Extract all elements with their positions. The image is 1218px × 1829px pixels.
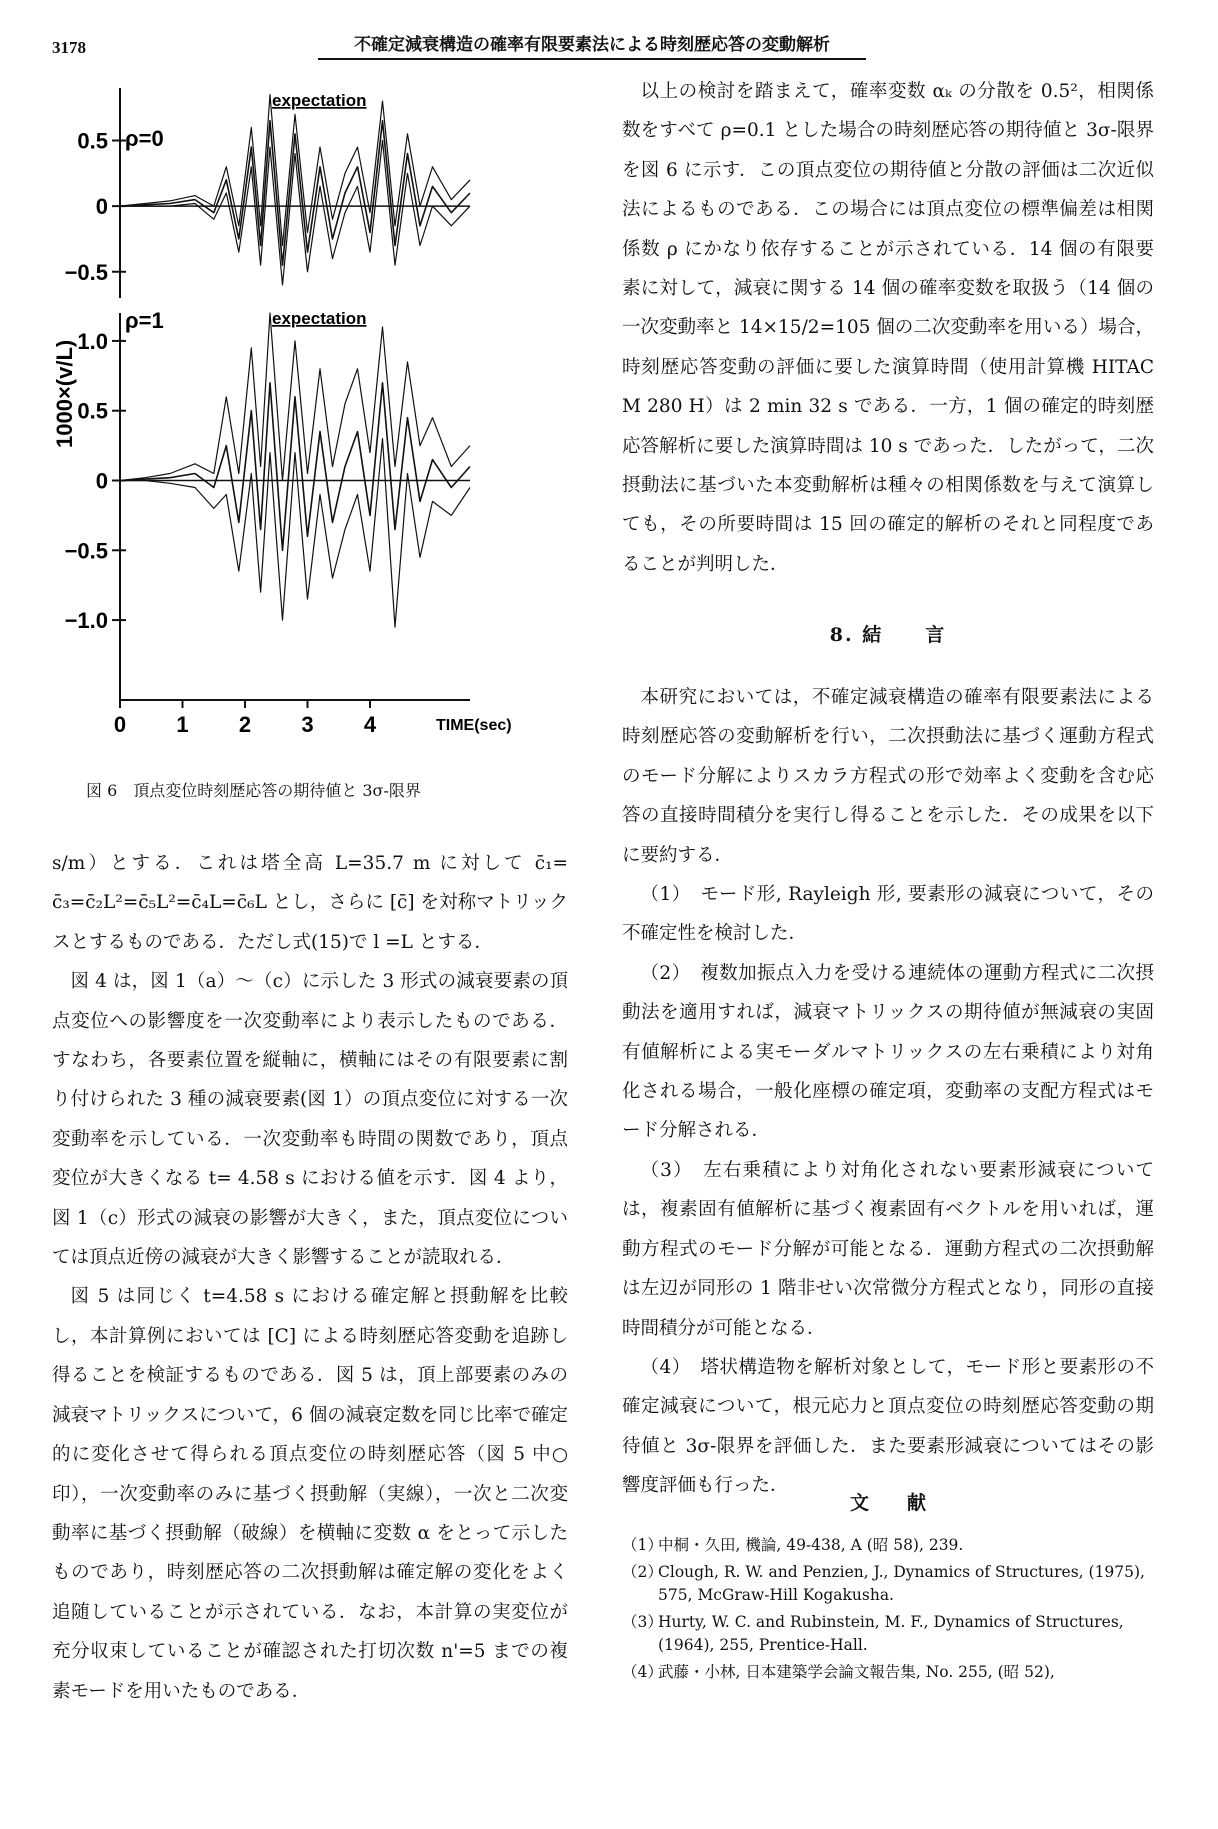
left-paragraph-2: 図 4 は，図 1（a）～（c）に示した 3 形式の減衰要素の頂点変位への影響度を一次変動率により表示したものである．すなわち，各要素位置を縦軸に，横軸にはその有限要素に割り付けられた 3 種の減衰要素(図 1）の頂点変位に対する一次変動率を示している．一次変動率も時間の関数であり，頂点変位が大きくなる t= 4.58 s における値を示す．図 4 より，図 1（c）形式の減衰の影響が大きく，また，頂点変位については頂点近傍の減衰が大きく影響することが読取れる．	[52, 971, 568, 1269]
conclusion-item-3: （3） 左右乗積により対角化されない要素形減衰については，複素固有値解析に基づく複素固有ベクトルを用いれば，運動方程式のモード分解が可能となる．運動方程式の二次摂動解は左辺が同形の 1 階非せい次常微分方程式となり，同形の直接時間積分が可能となる．	[622, 1159, 1154, 1339]
section-heading-conclusion: 8. 結 言	[829, 624, 947, 646]
reference-number: （1）	[622, 1536, 663, 1554]
series-lines	[120, 95, 470, 628]
reference-text: 武藤・小林, 日本建築学会論文報告集, No. 255, (昭 52),	[658, 1663, 1055, 1681]
x-tick-label: 1	[176, 712, 189, 737]
intro-paragraph: 以上の検討を踏まえて，確率変数 αₖ の分散を 0.5²，相関係数をすべて ρ=0.1 とした場合の時刻歴応答の期待値と 3σ-限界を図 6 に示す．この頂点変位の期待値と分散の評価は二次近似法によるものである．この場合には頂点変位の標準偏差は相関係数 ρ にかなり依存することが示されている．14 個の有限要素に対して，減衰に関する 14 個の確率変数を取扱う（14 個の一次変動率と 14×15/2=105 個の二次変動率を用いる）場合，時刻歴応答変動の評価に要した演算時間（使用計算機 HITAC M 280 H）は 2 min 32 s である．一方，1 個の確定的時刻歴応答解析に要した演算時間は 10 s であった．したがって，二次摂動法に基づいた本変動解析は種々の相関係数を与えて演算しても，その所要時間は 15 回の確定的解析のそれと同程度であることが判明した．	[622, 81, 1154, 575]
y-tick-label-bottom: −0.5	[64, 538, 108, 564]
series-line-top-1	[120, 95, 470, 246]
reference-number: （3）	[622, 1613, 663, 1631]
reference-item	[622, 1561, 1162, 1607]
y-tick-label-top: 0.5	[77, 128, 108, 154]
conclusion-item-2: （2） 複数加振点入力を受ける連続体の運動方程式に二次摂動法を適用すれば，減衰マトリックスの期待値が無減衰の実固有値解析による実モーダルマトリックスの左右乗積により対角化される場合，一般化座標の確定項，変動率の支配方程式はモード分解される．	[622, 962, 1154, 1142]
left-column	[52, 844, 568, 1711]
conclusion-item-1: （1） モード形, Rayleigh 形, 要素形の減衰について，その不確定性を検討した．	[622, 884, 1154, 945]
conclusion-section	[622, 678, 1154, 1506]
page-number: 3178	[52, 38, 86, 57]
panel-label-rho1: ρ=1	[125, 308, 164, 333]
y-tick-label-top: −0.5	[64, 259, 108, 285]
left-paragraph-3: 図 5 は同じく t=4.58 s における確定解と摂動解を比較し，本計算例においては [C] による時刻歴応答変動を追跡し得ることを検証するものである．図 5 は，頂上部要素のみの減衰マトリックスについて，6 個の減衰定数を同じ比率で確定的に変化させて得られる頂点変位の時刻歴応答（図 5 中○印），一次変動率のみに基づく摂動解（実線），一次と二次変動率に基づく摂動解（破線）を横軸に変数 α をとって示したものであり，時刻歴応答の二次摂動解は確定解の変化をよく追随していることが示されている．なお，本計算の実変位が充分収束していることが確認された打切次数 n'=5 までの複素モードを用いたものである．	[52, 1286, 568, 1702]
references-list	[622, 1534, 1162, 1688]
annotation-expectation-bottom: expectation	[272, 309, 367, 328]
figure-caption: 図 6 頂点変位時刻歴応答の期待値と 3σ-限界	[86, 781, 421, 800]
reference-text: Hurty, W. C. and Rubinstein, M. F., Dynamics of Structures, (1964), 255, Prentice-Hall.	[658, 1613, 1124, 1654]
reference-item	[622, 1611, 1162, 1657]
x-axis-label: TIME(sec)	[436, 717, 512, 734]
references-heading: 文 献	[849, 1492, 926, 1514]
x-tick-label: 2	[238, 712, 252, 737]
conclusion-intro: 本研究においては，不確定減衰構造の確率有限要素法による時刻歴応答の変動解析を行い，二次摂動法に基づく運動方程式のモード分解によりスカラ方程式の形で効率よく変動を含む応答の直接時間積分を実行し得ることを示した．その成果を以下に要約する．	[622, 687, 1154, 866]
series-line-bottom-0	[120, 383, 470, 551]
y-tick-label-bottom: 1.0	[77, 328, 108, 354]
figure-6	[50, 88, 570, 808]
x-tick-label: 3	[301, 712, 314, 737]
reference-text: 中桐・久田, 機論, 49-438, A (昭 58), 239.	[658, 1536, 964, 1554]
y-tick-label-bottom: −1.0	[64, 608, 108, 634]
x-tick-label: 0	[113, 712, 127, 737]
left-paragraph-1: s/m）とする．これは塔全高 L=35.7 m に対して c̄₁= c̄₃=c̄₂L²=c̄₅L²=c̄₄L=c̄₆L とし，さらに [c̄] を対称マトリックスとするものである．ただし式(15)で l =L とする．	[52, 853, 568, 953]
y-tick-label-bottom: 0	[95, 468, 108, 494]
y-axis-label: 1000×(v/L)	[52, 339, 77, 448]
y-tick-label-bottom: 0.5	[77, 398, 108, 424]
y-tick-label-top: 0	[95, 194, 108, 220]
running-title: 不確定減衰構造の確率有限要素法による時刻歴応答の変動解析	[318, 30, 866, 60]
x-tick-label: 4	[363, 712, 377, 737]
reference-text: Clough, R. W. and Penzien, J., Dynamics of Structures, (1975), 575, McGraw-Hill Kogakusha.	[658, 1563, 1145, 1604]
reference-number: （4）	[622, 1663, 663, 1681]
reference-item	[622, 1661, 1162, 1684]
time-history-chart	[50, 88, 570, 778]
conclusion-item-4: （4） 塔状構造物を解析対象として，モード形と要素形の不確定減衰について，根元応力と頂点変位の時刻歴応答変動の期待値と 3σ-限界を評価した．また要素形減衰についてはその影響度評価も行った．	[622, 1356, 1154, 1497]
series-line-bottom-2	[120, 439, 470, 627]
reference-item	[622, 1534, 1162, 1557]
right-column-intro	[622, 72, 1154, 584]
annotation-expectation-top: expectation	[272, 91, 367, 110]
reference-number: （2）	[622, 1563, 663, 1581]
panel-label-rho0: ρ=0	[125, 126, 164, 151]
